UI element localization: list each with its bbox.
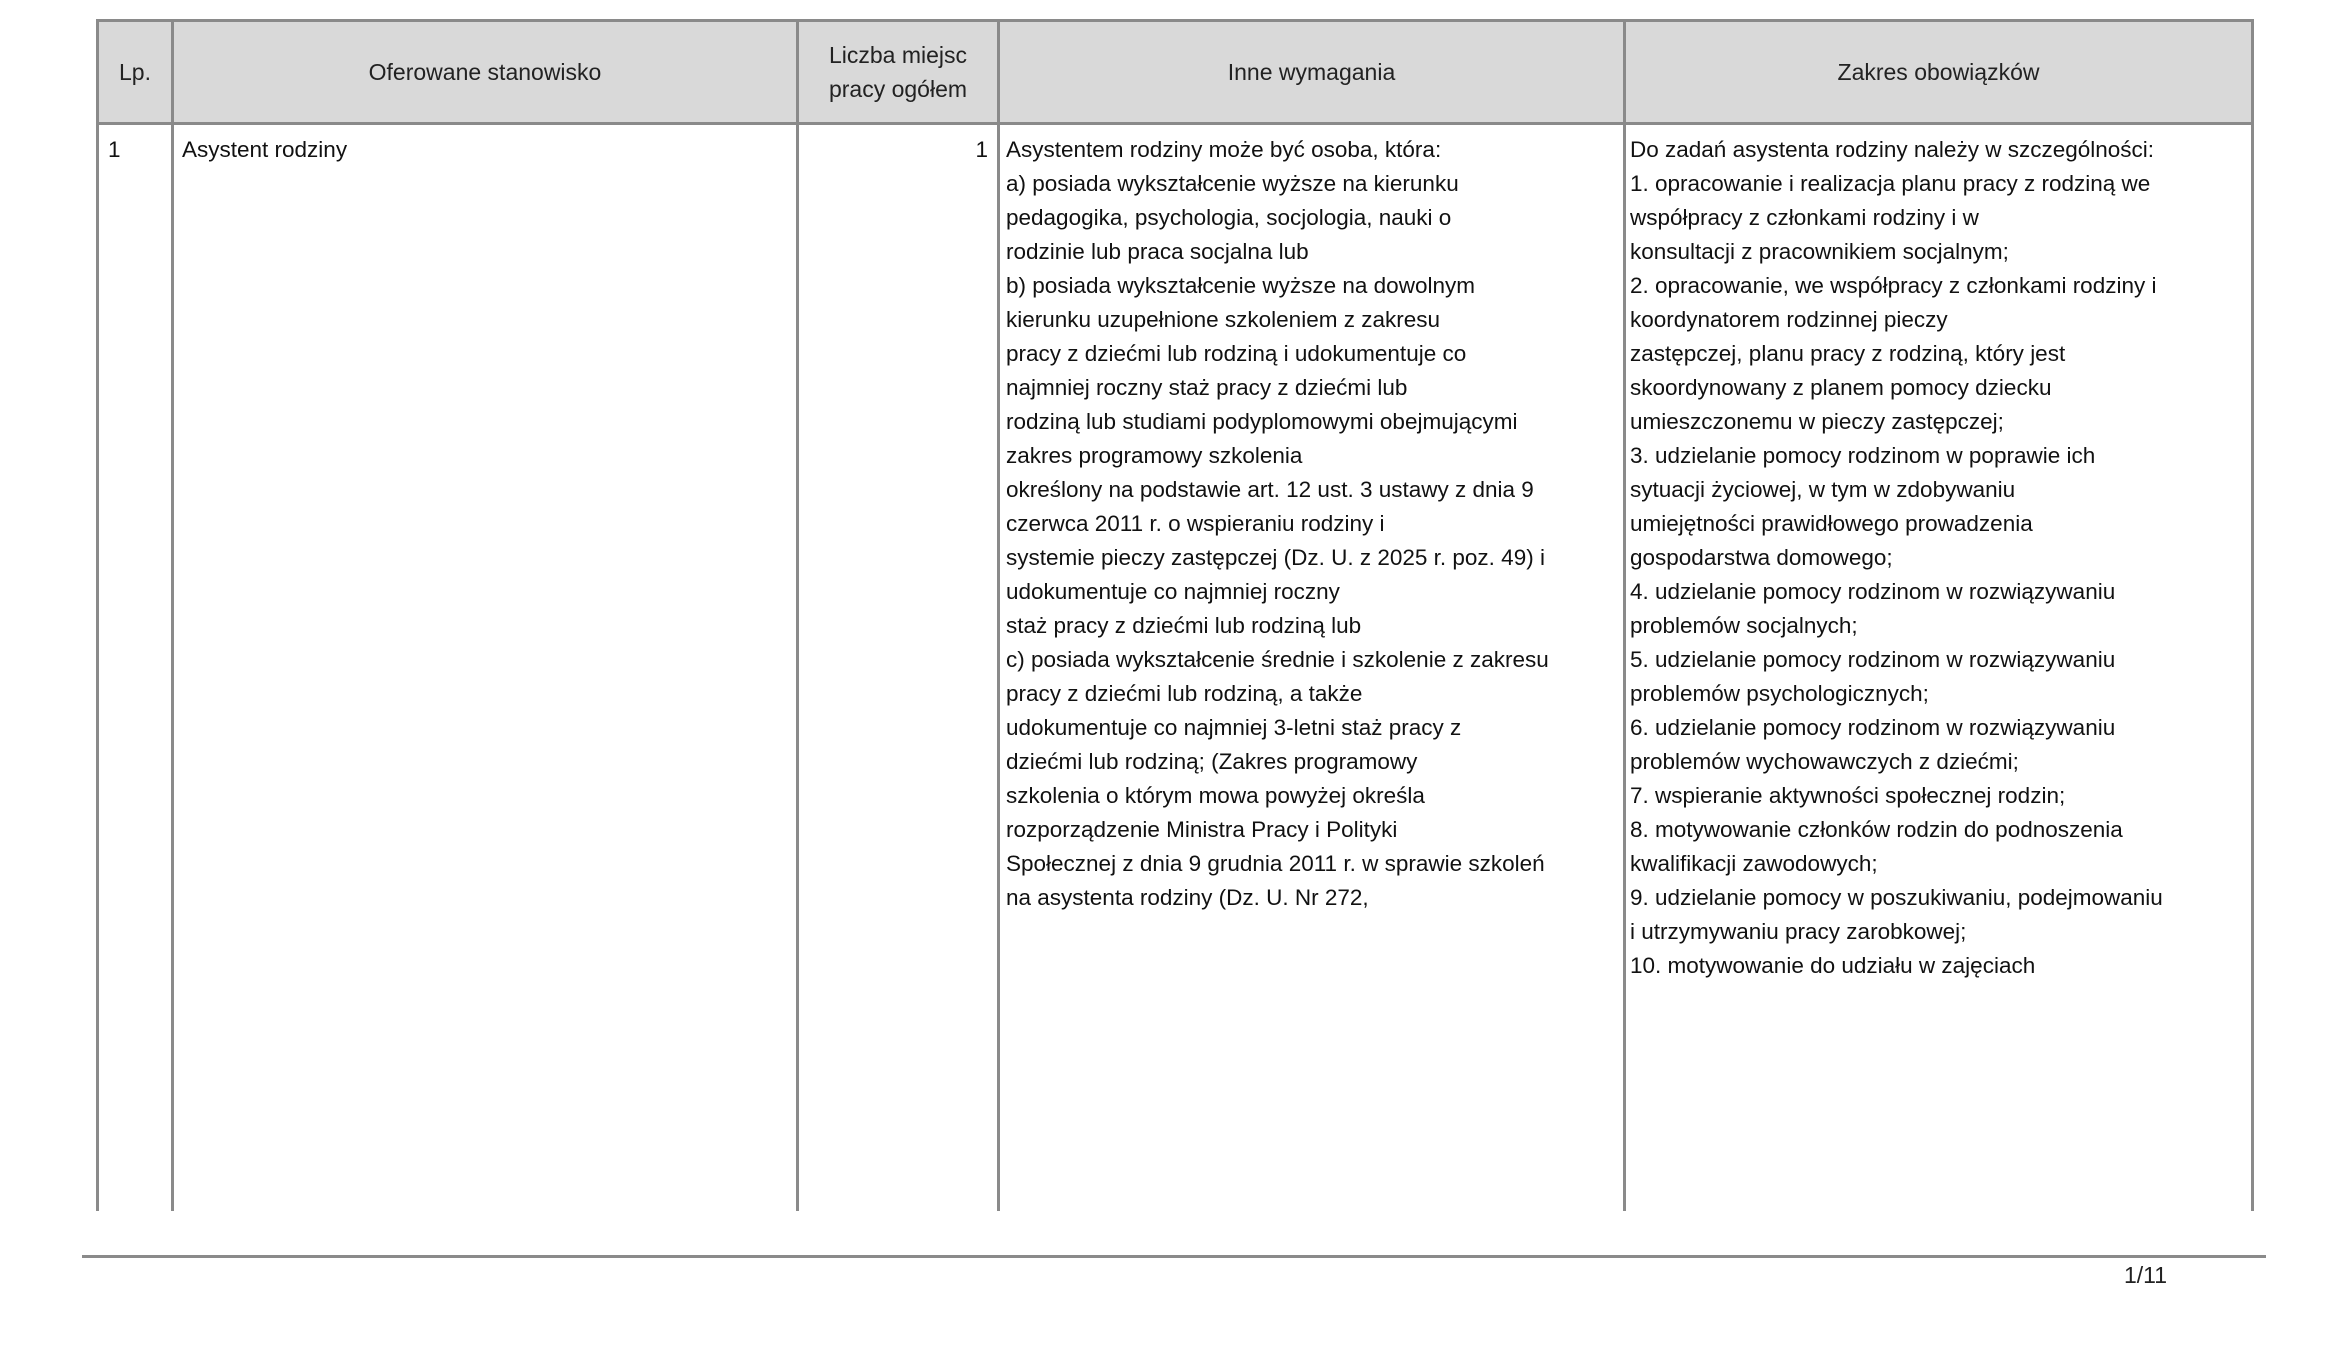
text-line: 1. opracowanie i realizacja planu pracy z rodziną we	[1630, 171, 2151, 196]
text-line: szkolenia o którym mowa powyżej określa	[1006, 783, 1425, 808]
text-line: gospodarstwa domowego;	[1630, 545, 1893, 570]
text-line: umiejętności prawidłowego prowadzenia	[1630, 511, 2033, 536]
text-line: 2. opracowanie, we współpracy z członkami rodziny i	[1630, 273, 2157, 298]
text-line: pracy z dziećmi lub rodziną i udokumentuje co	[1006, 341, 1467, 366]
column-divider	[997, 19, 1000, 1211]
cell-requirements	[1006, 133, 1549, 915]
text-line: Do zadań asystenta rodziny należy w szczególności:	[1630, 137, 2155, 162]
text-line: problemów psychologicznych;	[1630, 681, 1929, 706]
text-line: rozporządzenie Ministra Pracy i Polityki	[1006, 817, 1398, 842]
text-line: sytuacji życiowej, w tym w zdobywaniu	[1630, 477, 2016, 502]
text-line: pracy z dziećmi lub rodziną, a także	[1006, 681, 1363, 706]
text-line: Asystentem rodziny może być osoba, która:	[1006, 137, 1442, 162]
header-requirements: Inne wymagania	[1227, 59, 1396, 85]
text-line: rodziną lub studiami podyplomowymi obejmującymi	[1006, 409, 1518, 434]
text-line: 10. motywowanie do udziału w zajęciach	[1630, 953, 2036, 978]
header-lp: Lp.	[119, 59, 151, 85]
column-divider	[96, 19, 99, 1211]
text-line: zakres programowy szkolenia	[1006, 443, 1303, 468]
text-line: c) posiada wykształcenie średnie i szkolenie z zakresu	[1006, 647, 1549, 672]
text-line: konsultacji z pracownikiem socjalnym;	[1630, 239, 2009, 264]
text-line: skoordynowany z planem pomocy dziecku	[1630, 375, 2052, 400]
text-line: na asystenta rodziny (Dz. U. Nr 272,	[1006, 885, 1369, 910]
cell-lp: 1	[108, 137, 121, 162]
text-line: a) posiada wykształcenie wyższe na kierunku	[1006, 171, 1459, 196]
text-line: i utrzymywaniu pracy zarobkowej;	[1630, 919, 1967, 944]
text-line: 3. udzielanie pomocy rodzinom w poprawie ich	[1630, 443, 2096, 468]
text-line: 5. udzielanie pomocy rodzinom w rozwiązywaniu	[1630, 647, 2116, 672]
text-line: kierunku uzupełnione szkoleniem z zakresu	[1006, 307, 1440, 332]
text-line: udokumentuje co najmniej 3-letni staż pracy z	[1006, 715, 1462, 740]
text-line: 4. udzielanie pomocy rodzinom w rozwiązywaniu	[1630, 579, 2116, 604]
header-count-line: pracy ogółem	[828, 76, 968, 102]
text-line: zastępczej, planu pracy z rodziną, który jest	[1630, 341, 2066, 366]
cell-position: Asystent rodziny	[182, 137, 348, 162]
header-duties: Zakres obowiązków	[1837, 59, 2040, 85]
text-line: 6. udzielanie pomocy rodzinom w rozwiązywaniu	[1630, 715, 2116, 740]
text-line: dziećmi lub rodziną; (Zakres programowy	[1006, 749, 1418, 774]
text-line: problemów socjalnych;	[1630, 613, 1858, 638]
page-number: 1/11	[2124, 1262, 2168, 1288]
cell-count: 1	[975, 137, 988, 162]
text-line: systemie pieczy zastępczej (Dz. U. z 2025 r. poz. 49) i	[1006, 545, 1545, 570]
text-line: 9. udzielanie pomocy w poszukiwaniu, podejmowaniu	[1630, 885, 2163, 910]
text-line: współpracy z członkami rodziny i w	[1630, 205, 1979, 230]
text-line: problemów wychowawczych z dziećmi;	[1630, 749, 2019, 774]
job-offer-table	[96, 19, 2254, 1211]
header-count-line: Liczba miejsc	[828, 42, 968, 68]
text-line: najmniej roczny staż pracy z dziećmi lub	[1006, 375, 1408, 400]
column-divider	[2251, 19, 2254, 1211]
column-divider	[796, 19, 799, 1211]
text-line: pedagogika, psychologia, socjologia, nauki o	[1006, 205, 1452, 230]
text-line: Społecznej z dnia 9 grudnia 2011 r. w sprawie szkoleń	[1006, 851, 1545, 876]
column-divider	[171, 19, 174, 1211]
text-line: koordynatorem rodzinnej pieczy	[1630, 307, 1948, 332]
text-line: czerwca 2011 r. o wspieraniu rodziny i	[1006, 511, 1385, 536]
footer-divider	[82, 1255, 2266, 1258]
text-line: rodzinie lub praca socjalna lub	[1006, 239, 1309, 264]
text-line: staż pracy z dziećmi lub rodziną lub	[1006, 613, 1362, 638]
cell-duties	[1630, 133, 2163, 983]
text-line: 8. motywowanie członków rodzin do podnoszenia	[1630, 817, 2123, 842]
header-position: Oferowane stanowisko	[368, 59, 602, 85]
header-count	[799, 19, 997, 125]
text-line: określony na podstawie art. 12 ust. 3 ustawy z dnia 9	[1006, 477, 1534, 502]
text-line: b) posiada wykształcenie wyższe na dowolnym	[1006, 273, 1475, 298]
text-line: 7. wspieranie aktywności społecznej rodzin;	[1630, 783, 2066, 808]
text-line: kwalifikacji zawodowych;	[1630, 851, 1878, 876]
text-line: udokumentuje co najmniej roczny	[1006, 579, 1340, 604]
text-line: umieszczonemu w pieczy zastępczej;	[1630, 409, 2004, 434]
column-divider	[1623, 19, 1626, 1211]
